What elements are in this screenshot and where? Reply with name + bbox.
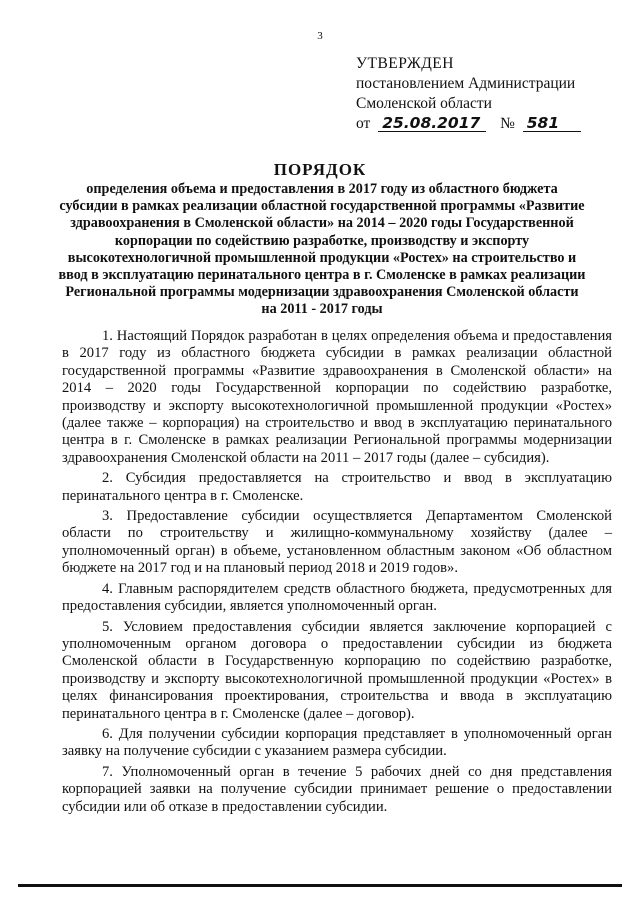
- document-title: ПОРЯДОК: [273, 160, 367, 179]
- approval-line-2: Смоленской области: [356, 95, 492, 112]
- document-body: [62, 328, 612, 819]
- paragraph-2: 2. Субсидия предоставляется на строительство и ввод в эксплуатацию перинатального центра в г. Смоленске.: [62, 470, 612, 504]
- paragraph-5: 5. Условием предоставления субсидии является заключение корпорацией с уполномоченным органом договора о предоставлении субсидии из бюджета Смоленской области в Государственную корпорацию по содействию разработке, производству и экспорту высокотехнологичной промышленной продукции «Ростех» в целях финансирования проектирования, строительства и ввода в эксплуатацию перинатального центра в г. Смоленске (далее – договор).: [62, 618, 612, 722]
- approval-stamp: [356, 54, 581, 134]
- paragraph-7: 7. Уполномоченный орган в течение 5 рабочих дней со дня представления корпорацией заявки на получение субсидии принимает решение о предоставлении субсидии или об отказе в предоставлении субсидии.: [62, 763, 612, 815]
- date-prefix: от: [356, 115, 371, 132]
- approval-title: УТВЕРЖДЕН: [356, 55, 454, 72]
- document-subtitle: определения объема и предоставления в 2017 году из областного бюджета субсидии в рамках реализации областной государственной программы «Развитие здравоохранения в Смоленской области» на 2014 – 2020 годы Государственной корпорации по содействию разработке, производству и экспорту высокотехнологичной промышленной продукции «Ростех» на строительство и ввод в эксплуатацию перинатального центра в г. Смоленске в рамках реализации Региональной программы модернизации здравоохранения Смоленской области на 2011 - 2017 годы: [58, 181, 586, 318]
- handwritten-date: 25.08.2017: [378, 115, 486, 132]
- approval-date-row: [356, 114, 581, 134]
- approval-line-1: постановлением Администрации: [356, 75, 576, 92]
- paragraph-1: 1. Настоящий Порядок разработан в целях определения объема и предоставления в 2017 году из областного бюджета субсидии в рамках реализации областной государственной программы «Развитие здравоохранения в Смоленской области» на 2014 – 2020 годы Государственной корпорации по содействию разработке, производству и экспорту высокотехнологичной промышленной продукции «Ростех» (далее также – корпорация) на строительство и ввод в эксплуатацию перинатального центра в г. Смоленске в рамках реализации Региональной программы модернизации здравоохранения Смоленской области на 2011 – 2017 годы (далее – субсидия).: [62, 328, 612, 466]
- paragraph-3: 3. Предоставление субсидии осуществляется Департаментом Смоленской области по строительству и жилищно-коммунальному хозяйству (далее – уполномоченный орган) в объеме, установленном областным законом «Об областном бюджете на 2017 год и на плановый период 2018 и 2019 годов».: [62, 508, 612, 577]
- handwritten-number: 581: [523, 115, 581, 132]
- number-prefix: №: [500, 115, 515, 132]
- page-bottom-border: [18, 884, 622, 887]
- paragraph-6: 6. Для получении субсидии корпорация представляет в уполномоченный орган заявку на получение субсидии с указанием размера субсидии.: [62, 725, 612, 760]
- page-number: 3: [317, 30, 323, 42]
- paragraph-4: 4. Главным распорядителем средств областного бюджета, предусмотренных для предоставления субсидии, является уполномоченный орган.: [62, 580, 612, 615]
